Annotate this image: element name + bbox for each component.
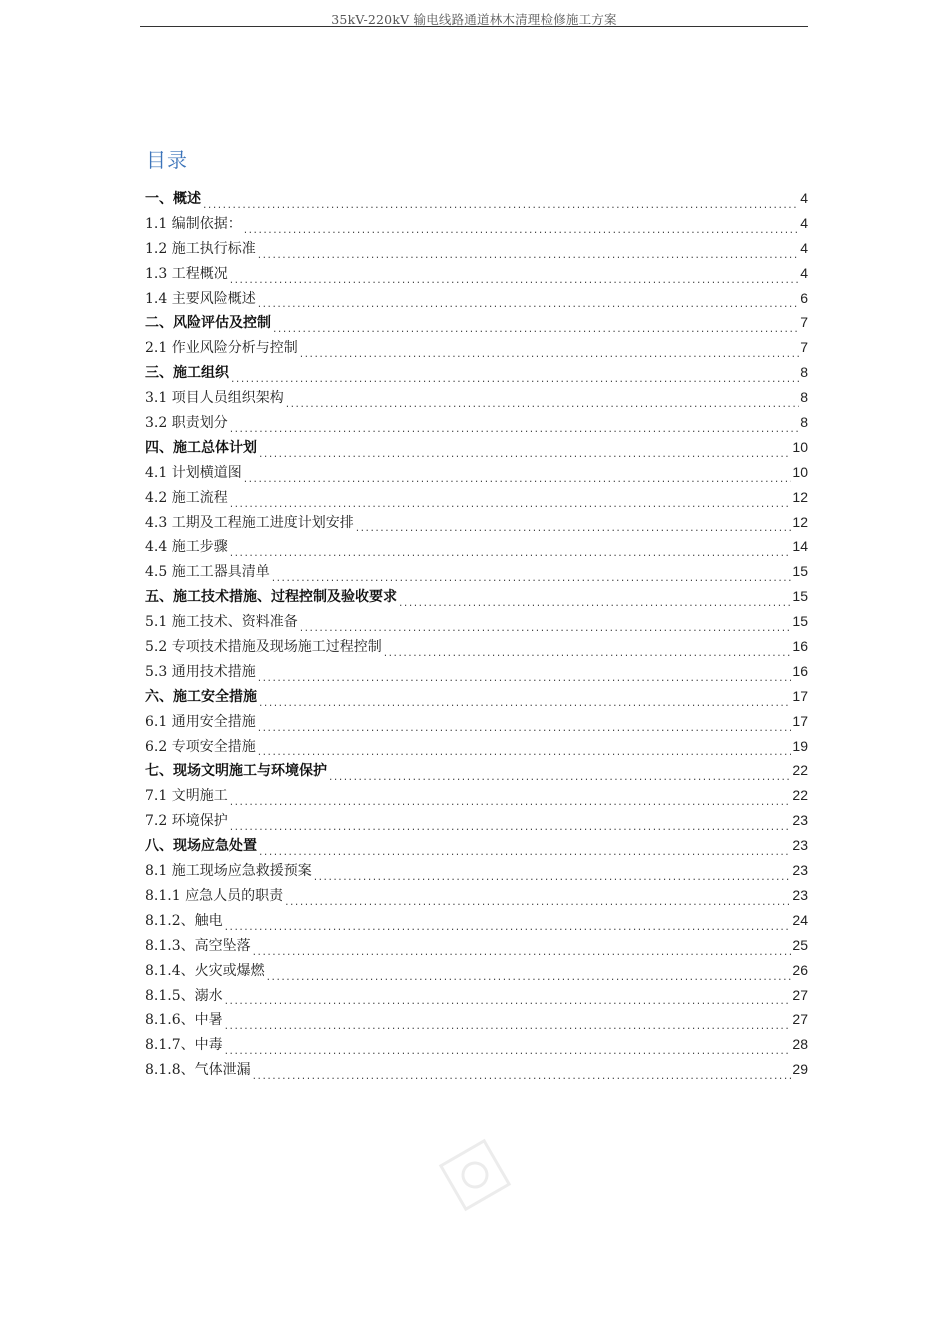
toc-dot-leader — [257, 249, 799, 263]
toc-entry-label: 1.2 施工执行标准 — [145, 240, 256, 257]
toc-entry[interactable] — [145, 561, 808, 586]
toc-page-number: 15 — [792, 588, 808, 605]
toc-entry[interactable] — [145, 487, 808, 512]
toc-page-number: 22 — [792, 787, 808, 804]
toc-page-number: 26 — [792, 961, 808, 978]
toc-entry-label: 4.3 工期及工程施工进度计划安排 — [145, 514, 354, 531]
toc-entry[interactable] — [145, 288, 808, 313]
toc-page-number: 23 — [792, 886, 808, 903]
toc-entry[interactable] — [145, 512, 808, 537]
toc-page-number: 16 — [792, 638, 808, 655]
toc-page-number: 23 — [792, 812, 808, 829]
toc-entry[interactable] — [145, 462, 808, 487]
toc-page-number: 29 — [792, 1061, 808, 1078]
toc-page-number: 10 — [792, 463, 808, 480]
toc-dot-leader — [271, 572, 792, 586]
toc-dot-leader — [257, 298, 799, 312]
toc-entry-label: 8.1.1 应急人员的职责 — [145, 887, 284, 904]
toc-entry[interactable] — [145, 736, 808, 761]
toc-entry[interactable] — [145, 213, 808, 238]
toc-dot-leader — [229, 423, 799, 437]
toc-dot-leader — [224, 921, 792, 935]
toc-entry[interactable] — [145, 536, 808, 561]
toc-dot-leader — [258, 846, 791, 860]
toc-entry[interactable] — [145, 1034, 808, 1059]
toc-page-number: 10 — [792, 438, 808, 455]
toc-page-number: 19 — [792, 737, 808, 754]
toc-dot-leader — [272, 323, 799, 337]
toc-page-number: 23 — [792, 862, 808, 879]
toc-entry-label: 8.1.8、气体泄漏 — [145, 1062, 251, 1079]
toc-entry-label: 8.1.6、中暑 — [145, 1012, 223, 1029]
toc-entry-label: 5.1 施工技术、资料准备 — [145, 614, 298, 631]
running-header: 35kV-220kV 输电线路通道林木清理检修施工方案 — [331, 12, 617, 27]
toc-page-number: 15 — [792, 613, 808, 630]
toc-entry[interactable] — [145, 337, 808, 362]
toc-entry[interactable] — [145, 835, 808, 860]
toc-entry-label: 8.1.4、火灾或爆燃 — [145, 962, 265, 979]
toc-entry[interactable] — [145, 985, 808, 1010]
toc-page-number: 14 — [792, 538, 808, 555]
toc-entry-label: 8.1.5、溺水 — [145, 987, 223, 1004]
toc-entry[interactable] — [145, 188, 808, 213]
toc-entry-label: 二、风险评估及控制 — [145, 315, 271, 332]
toc-entry[interactable] — [145, 312, 808, 337]
toc-dot-leader — [257, 746, 792, 760]
toc-entry-label: 8.1.7、中毒 — [145, 1037, 223, 1054]
toc-page-number: 22 — [792, 762, 808, 779]
toc-dot-leader — [229, 821, 792, 835]
toc-entry[interactable] — [145, 362, 808, 387]
toc-page-number: 28 — [792, 1036, 808, 1053]
toc-page-number: 16 — [792, 662, 808, 679]
toc-entry-label: 1.1 编制依据： — [145, 215, 242, 232]
toc-dot-leader — [285, 398, 799, 412]
toc-entry-label: 5.3 通用技术措施 — [145, 663, 256, 680]
toc-dot-leader — [252, 946, 792, 960]
toc-entry-label: 8.1.3、高空坠落 — [145, 937, 251, 954]
toc-dot-leader — [299, 622, 792, 636]
toc-page-number: 17 — [792, 712, 808, 729]
toc-dot-leader — [258, 448, 791, 462]
toc-dot-leader — [299, 348, 799, 362]
toc-dot-leader — [284, 896, 791, 910]
toc-dot-leader — [224, 1045, 792, 1059]
toc-entry[interactable] — [145, 437, 808, 462]
toc-entry-label: 六、施工安全措施 — [145, 688, 257, 705]
toc-entry-label: 7.2 环境保护 — [145, 813, 228, 830]
toc-dot-leader — [230, 373, 799, 387]
toc-page-number: 12 — [792, 488, 808, 505]
toc-entry[interactable] — [145, 1059, 808, 1084]
toc-dot-leader — [243, 473, 792, 487]
toc-page-number: 17 — [792, 687, 808, 704]
toc-entry-label: 4.1 计划横道图 — [145, 464, 242, 481]
toc-entry[interactable] — [145, 935, 808, 960]
toc-dot-leader — [202, 199, 799, 213]
toc-entry-label: 三、施工组织 — [145, 365, 229, 382]
toc-entry-label: 五、施工技术措施、过程控制及验收要求 — [145, 589, 397, 606]
toc-dot-leader — [355, 522, 792, 536]
toc-page-number: 27 — [792, 1011, 808, 1028]
toc-page-number: 24 — [792, 911, 808, 928]
toc-page-number: 4 — [800, 264, 808, 281]
toc-entry[interactable] — [145, 885, 808, 910]
toc-dot-leader — [398, 597, 791, 611]
toc-entry-label: 3.1 项目人员组织架构 — [145, 390, 284, 407]
toc-entry[interactable] — [145, 711, 808, 736]
toc-page-number: 8 — [800, 414, 808, 431]
toc-page-number: 25 — [792, 936, 808, 953]
toc-dot-leader — [224, 995, 792, 1009]
toc-dot-leader — [258, 697, 791, 711]
toc-entry-label: 四、施工总体计划 — [145, 439, 257, 456]
toc-entry-label: 6.2 专项安全措施 — [145, 738, 256, 755]
toc-title: 目录 — [146, 148, 188, 172]
toc-page-number: 8 — [800, 364, 808, 381]
toc-dot-leader — [383, 647, 792, 661]
toc-entry-label: 8.1.2、触电 — [145, 912, 223, 929]
toc-entry[interactable] — [145, 661, 808, 686]
toc-dot-leader — [229, 547, 792, 561]
toc-dot-leader — [229, 274, 799, 288]
toc-entry-label: 4.2 施工流程 — [145, 489, 228, 506]
toc-page-number: 4 — [800, 239, 808, 256]
toc-entry[interactable] — [145, 760, 808, 785]
toc-entry[interactable] — [145, 263, 808, 288]
toc-entry[interactable] — [145, 636, 808, 661]
toc-dot-leader — [257, 672, 792, 686]
toc-entry[interactable] — [145, 910, 808, 935]
toc-entry-label: 8.1 施工现场应急救援预案 — [145, 863, 312, 880]
toc-dot-leader — [257, 722, 792, 736]
toc-page-number: 27 — [792, 986, 808, 1003]
toc-page-number: 8 — [800, 389, 808, 406]
toc-entry[interactable] — [145, 785, 808, 810]
toc-entry-label: 1.3 工程概况 — [145, 265, 228, 282]
toc-dot-leader — [266, 971, 792, 985]
toc-page-number: 23 — [792, 837, 808, 854]
toc-entry[interactable] — [145, 686, 808, 711]
toc-entry-label: 3.2 职责划分 — [145, 415, 228, 432]
toc-page-number: 12 — [792, 513, 808, 530]
toc-entry-label: 5.2 专项技术措施及现场施工过程控制 — [145, 639, 382, 656]
header-rule — [140, 26, 808, 27]
toc-entry-label: 1.4 主要风险概述 — [145, 290, 256, 307]
toc-entry-label: 2.1 作业风险分析与控制 — [145, 340, 298, 357]
toc-entry[interactable] — [145, 387, 808, 412]
toc-page-number: 7 — [800, 314, 808, 331]
toc-entry[interactable] — [145, 611, 808, 636]
toc-entry[interactable] — [145, 238, 808, 263]
toc-entry[interactable] — [145, 860, 808, 885]
toc-page-number: 6 — [800, 289, 808, 306]
toc-entry[interactable] — [145, 412, 808, 437]
toc-entry[interactable] — [145, 586, 808, 611]
toc-dot-leader — [328, 771, 791, 785]
toc-dot-leader — [243, 224, 799, 238]
watermark-logo-icon — [427, 1127, 523, 1223]
toc-entry-label: 一、概述 — [145, 191, 201, 207]
toc-page-number: 7 — [800, 339, 808, 356]
toc-entry-label: 6.1 通用安全措施 — [145, 713, 256, 730]
toc-entry-label: 七、现场文明施工与环境保护 — [145, 763, 327, 780]
toc-dot-leader — [313, 871, 792, 885]
toc-page-number: 4 — [800, 190, 808, 206]
toc-entry[interactable] — [145, 1009, 808, 1034]
toc-dot-leader — [229, 796, 792, 810]
toc-entry[interactable] — [145, 960, 808, 985]
toc-entry-label: 4.4 施工步骤 — [145, 539, 228, 556]
toc-entry-label: 7.1 文明施工 — [145, 788, 228, 805]
toc-entry-label: 4.5 施工工器具清单 — [145, 564, 270, 581]
toc-entry-label: 八、现场应急处置 — [145, 838, 257, 855]
toc-page-number: 15 — [792, 563, 808, 580]
toc-page-number: 4 — [800, 214, 808, 231]
toc-entry[interactable] — [145, 810, 808, 835]
table-of-contents — [145, 188, 808, 1084]
toc-dot-leader — [224, 1020, 792, 1034]
toc-dot-leader — [252, 1070, 792, 1084]
toc-dot-leader — [229, 498, 792, 512]
